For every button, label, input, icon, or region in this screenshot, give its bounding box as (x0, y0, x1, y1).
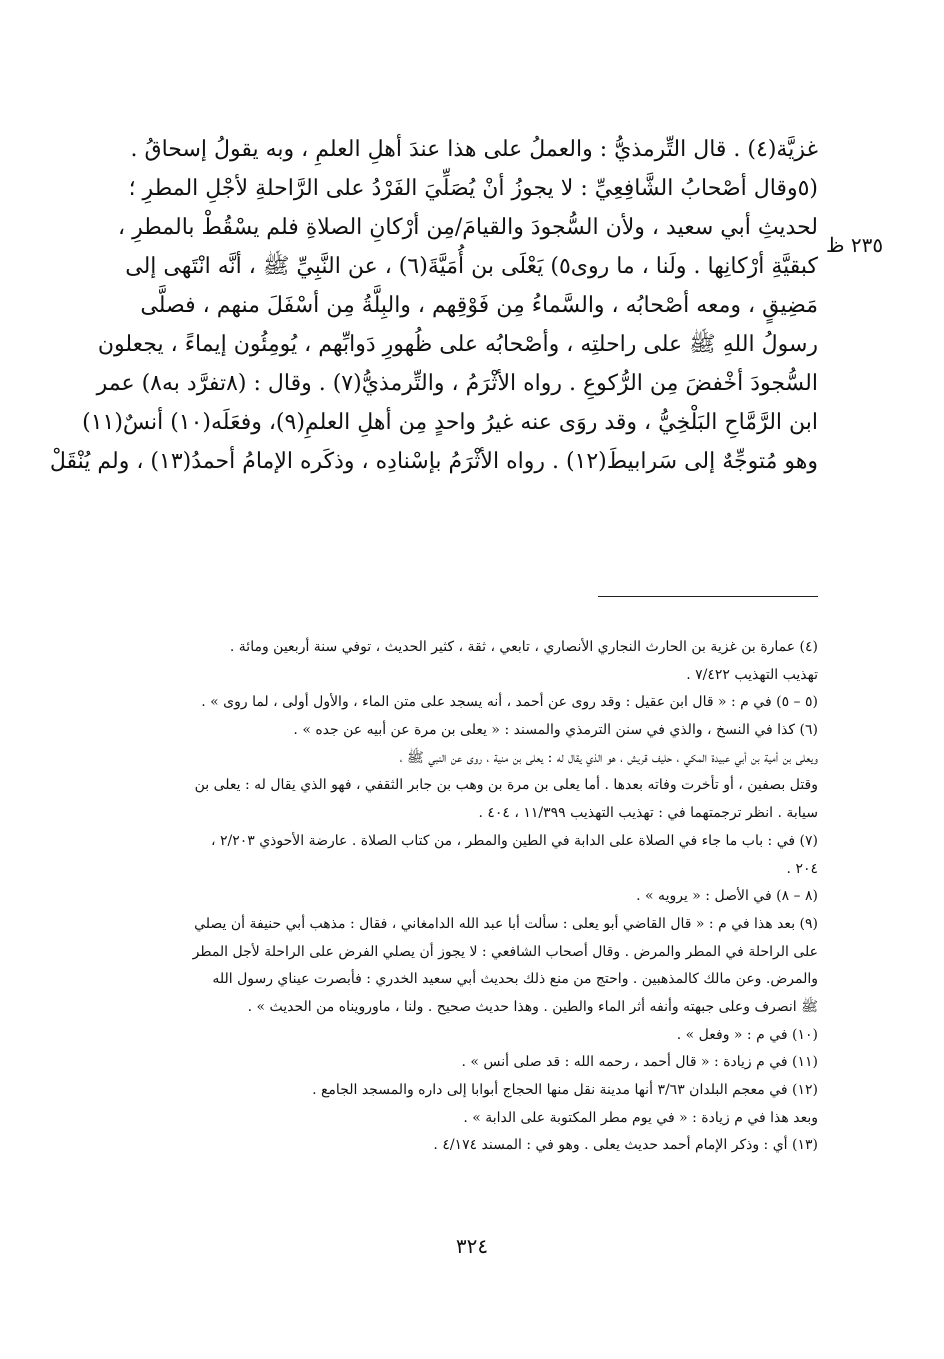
footnote-line: (١١) في م زيادة : « قال أحمد ، رحمه الله : قد صلى أنس » . (461, 1054, 818, 1071)
footnote-line: (٤) عمارة بن غزية بن الحارث النجاري الأنصاري ، تابعي ، ثقة ، كثير الحديث ، توفي سنة أربعين ومائة . (229, 639, 818, 655)
text-line: (٥وقال أصْحابُ الشَّافِعِيِّ : لا يجوزُ أنْ يُصَلِّيَ الفَرْدُ على الرَّاحلةِ لأجْلِ المطرِ ؛ (128, 176, 818, 201)
footnote-line: (١٠) في م : « وفعل » . (676, 1026, 818, 1043)
footnote-line: والمرض. وعن مالك كالمذهبين . واحتج من منع ذلك بحديث أبي سعيد الخدري : فأبصرت عيناي رسول الله (212, 971, 818, 988)
footnote-line: (٩) بعد هذا في م : « قال القاضي أبو يعلى : سألت أبا عبد الله الدامغاني ، فقال : مذهب أبي حنيفة أن يصلي (194, 915, 818, 932)
footnote-line: تهذيب التهذيب ٧/٤٢٢ . (686, 666, 818, 683)
footnote-line: ﷺ انصرف وعلى جبهته وأنفه أثر الماء والطين . وهذا حديث صحيح . ولنا ، ماورويناه من الحديث » . (247, 998, 818, 1015)
footnote-line: ٢٠٤ . (786, 860, 818, 877)
footnote-line: (١٢) في معجم البلدان ٣/٦٣ أنها مدينة نقل منها الحجاج أبوابا إلى داره والمسجد الجامع . (312, 1082, 818, 1098)
text-line: لحديثِ أبي سعيد ، ولأن السُّجودَ والقيامَ/مِن أرْكانِ الصلاةِ فلم يسْقُطْ بالمطرِ ، (118, 215, 818, 240)
footnote-line: (٨ – ٨) في الأصل : « يرويه » . (636, 888, 818, 905)
text-line: كبقيَّةِ أرْكانِها . ولَنا ، ما روى٥) يَعْلَى بن أُمَيَّةَ(٦) ، عن النَّبِيِّ ﷺ ، أنَّه انْتَهى إلى (125, 254, 818, 279)
footnotes (128, 634, 818, 1160)
text-line: مَضِيقٍ ، ومعه أصْحابُه ، والسَّماءُ مِن فَوْقِهم ، والبِلَّةُ مِن أسْفَلَ منهم ، فصلَّى (140, 293, 818, 318)
text-line: وهو مُتوجِّهٌ إلى سَرابيطَ(١٢) . رواه الأثْرَمُ بإسْنادِه ، وذكَره الإمامُ أحمدُ(١٣) ، ولم يُنْقَلْ (49, 449, 818, 474)
text-line: غزيَّة(٤) . قال التِّرمذيُّ : والعملُ على هذا عندَ أهلِ العلمِ ، وبه يقولُ إسحاقُ . (130, 137, 818, 162)
footnote-separator (598, 596, 818, 597)
footnote-line: (٧) في : باب ما جاء في الصلاة على الدابة في الطين والمطر ، من كتاب الصلاة . عارضة الأحوذي ٢/٢٠٣ ، (211, 832, 818, 849)
footnote-line: سيابة . انظر ترجمتهما في : تهذيب التهذيب ١١/٣٩٩ ، ٤٠٤ . (478, 805, 818, 822)
footnote-line: (٥ – ٥) في م : « قال ابن عقيل : وقد روى عن أحمد ، أنه يسجد على متن الماء ، والأول أولى ، لما روى » . (201, 694, 818, 711)
footnote-line: ويعلى بن أمية بن أبي عبيدة المكي ، حليف قريش ، هو الذي يقال له : يعلى بن منية ، روى عن النبي ﷺ ، (399, 749, 818, 766)
footnote-line: وقتل بصفين ، أو تأخرت وفاته بعدها . أما يعلى بن مرة بن وهب بن جابر الثقفي ، فهو الذي يقال له : يعلى بن (194, 777, 818, 794)
text-line: رسولُ اللهِ ﷺ على راحلتِه ، وأصْحابُه على ظُهورِ دَوابِّهم ، يُومِئُون إيماءً ، يجعلون (97, 332, 818, 357)
footnote-line: (١٣) أي : وذكر الإمام أحمد حديث يعلى . وهو في : المسند ٤/١٧٤ . (433, 1137, 818, 1154)
footnote-line: وبعد هذا في م زيادة : « في يوم مطر المكتوبة على الدابة » . (463, 1109, 818, 1126)
folio-marker: ٢٣٥ ظ (826, 233, 884, 257)
footnote-line: على الراحلة في المطر والمرض . وقال أصحاب الشافعي : لا يجوز أن يصلي الفرض على الراحلة لأجل المطر (192, 943, 818, 960)
text-line: ابن الرَّمَّاحِ البَلْخِيُّ ، وقد روَى عنه غيرُ واحدٍ مِن أهلِ العلمِ(٩)، وفعَلَه(١٠) أنسٌ(١١) (82, 410, 818, 435)
text-line: السُّجودَ أخْفضَ مِن الرُّكوعِ . رواه الأثْرَمُ ، والتِّرمذيُّ(٧) . وقال : (٨تفرَّد به٨) عمر (96, 371, 818, 396)
page-number: ٣٢٤ (455, 1234, 489, 1258)
footnote-line: (٦) كذا في النسخ ، والذي في سنن الترمذي والمسند : « يعلى بن مرة عن أبيه عن جده » . (293, 722, 818, 739)
main-text (49, 130, 818, 481)
